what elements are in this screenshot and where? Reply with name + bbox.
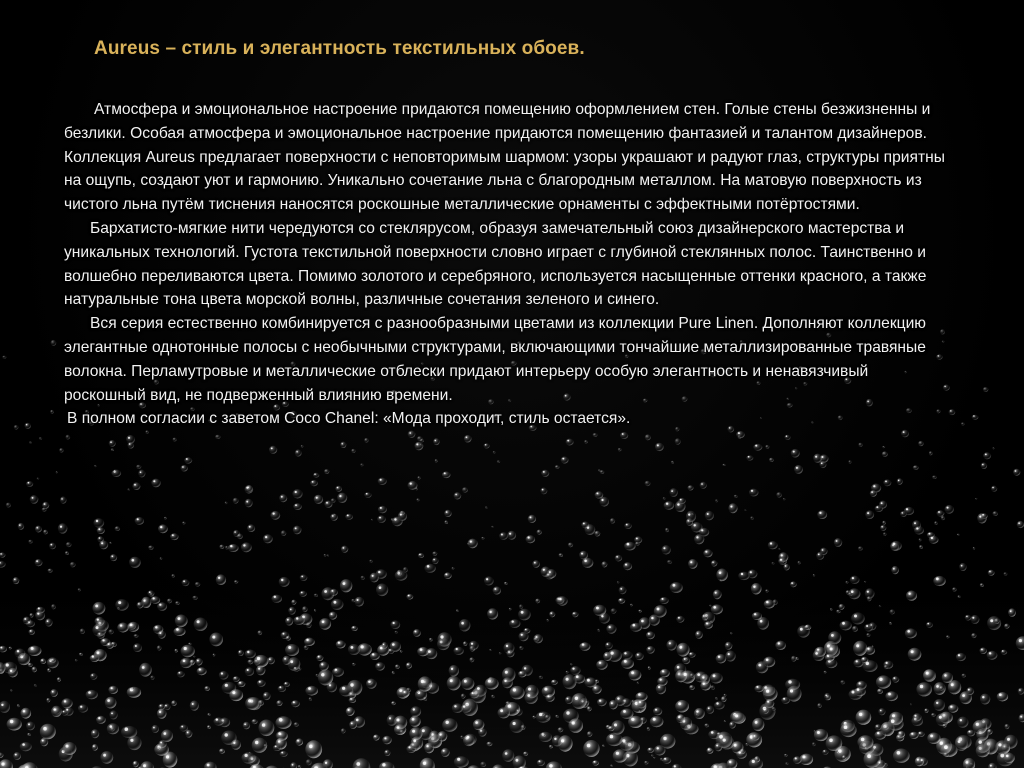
- paragraph-3: Вся серия естественно комбинируется с разнообразными цветами из коллекции Pure Linen. Дополняют коллекцию элегантные однотонные полосы с необычными структурами, включающими тончайшие металлизированные травяные волокна. Перламутровые и металлические отблески придают интерьеру особую элегантность и ненавязчивый роскошный вид, не подверженный влиянию времени.: [64, 315, 927, 404]
- paragraph-4: В полном согласии с заветом Coco Chanel: «Мода проходит, стиль остается».: [67, 410, 631, 428]
- paragraph-1: Атмосфера и эмоциональное настроение придаются помещению оформлением стен. Голые стены безжизненны и безлики. Особая атмосфера и эмоциональное настроение придаются помещению фантазией и талантом дизайнеров. Коллекция Aureus предлагает поверхности с неповторимым шармом: узоры украшают и радуют глаз, структуры приятны на ощупь, создают уют и гармонию. Уникально сочетание льна с благородным металлом. На матовую поверхность из чистого льна путём тиснения наносятся роскошные металлические орнаменты с эффектными потёртостями.: [64, 101, 945, 214]
- paragraph-2: Бархатисто-мягкие нити чередуются со стеклярусом, образуя замечательный союз дизайнерского мастерства и уникальных технологий. Густота текстильной поверхности словно играет с глубиной стеклянных полос. Таинственно и волшебно переливаются цвета. Помимо золотого и серебряного, используется насыщенные оттенки красного, а также натуральные тона цвета морской волны, различные сочетания зеленого и синего.: [64, 219, 927, 309]
- slide-body-text: [64, 98, 954, 431]
- slide-title: Aureus – стиль и элегантность текстильных обоев.: [94, 38, 585, 59]
